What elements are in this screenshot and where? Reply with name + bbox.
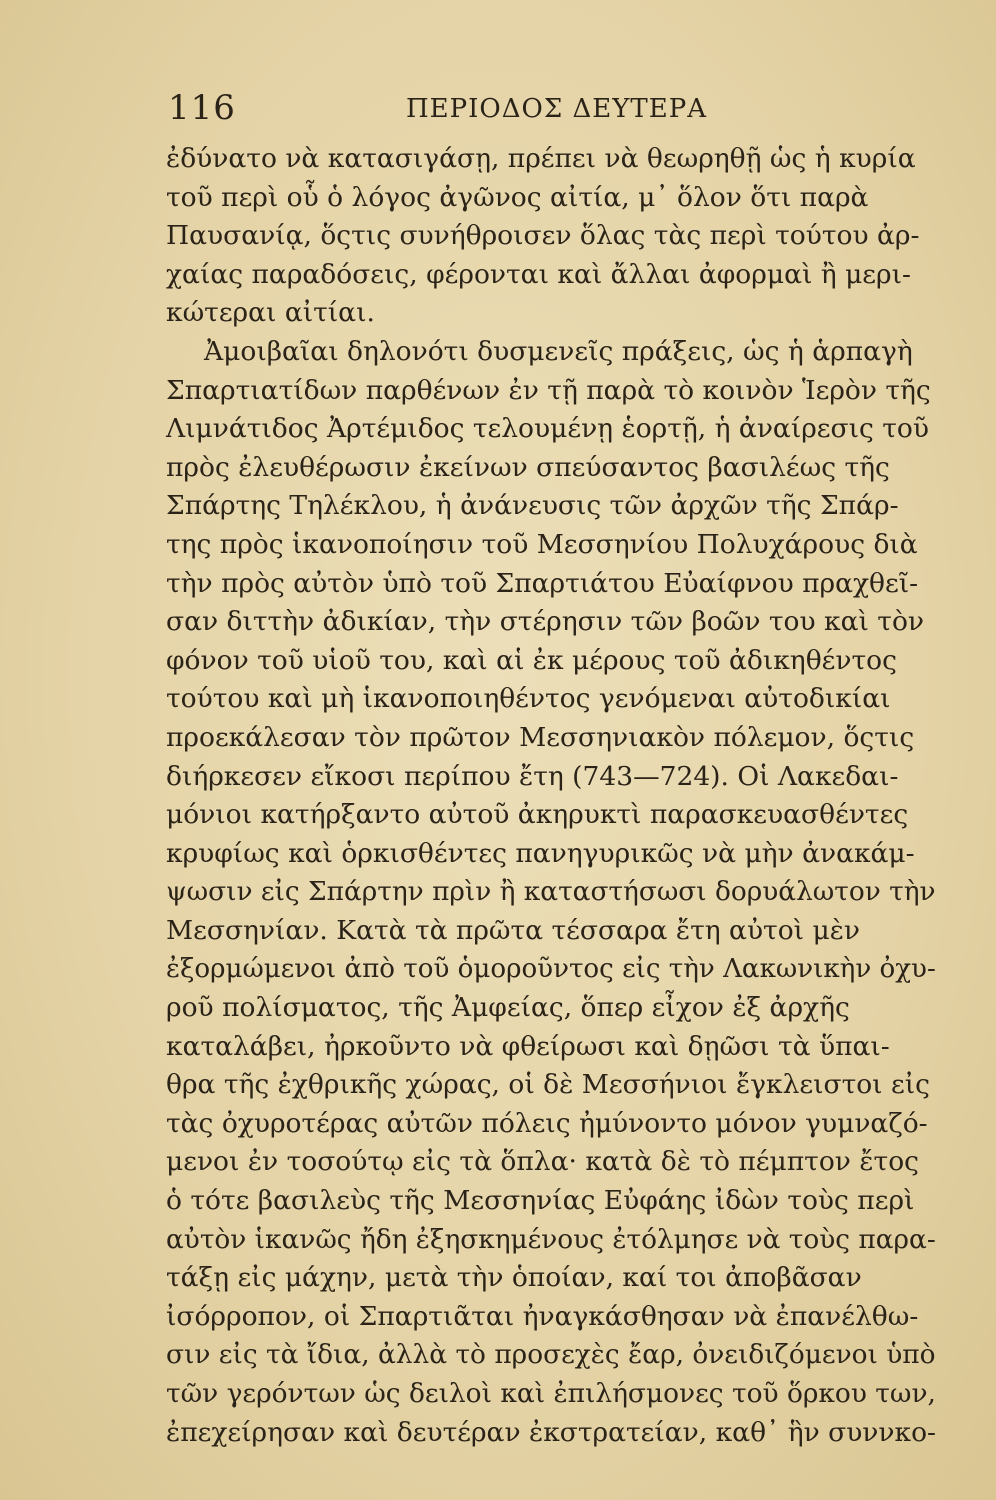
text-line: προεκάλεσαν τὸν πρῶτον Μεσσηνιακὸν πόλεμον, ὅςτις [166,721,915,753]
text-line: Σπαρτιατίδων παρθένων ἐν τῇ παρὰ τὸ κοινὸν Ἱερὸν τῆς [166,374,931,406]
body-text [166,140,936,1452]
page-number: 116 [168,88,236,128]
text-line: μενοι ἐν τοσούτῳ εἰς τὰ ὅπλα· κατὰ δὲ τὸ πέμπτον ἔτος [166,1146,919,1178]
text-line: ψωσιν εἰς Σπάρτην πρὶν ἢ καταστήσωσι δορυάλωτον τὴν [166,877,936,908]
text-line: Μεσσηνίαν. Κατὰ τὰ πρῶτα τέσσαρα ἔτη αὐτοὶ μὲν [166,914,861,946]
text-line: Σπάρτης Τηλέκλου, ἡ ἀνάνευσις τῶν ἀρχῶν τῆς Σπάρ- [166,490,899,522]
text-line: τάξῃ εἰς μάχην, μετὰ τὴν ὁποίαν, καί τοι ἀποβᾶσαν [166,1262,862,1294]
running-head: ΠΕΡΙΟΔΟΣ ΔΕΥΤΕΡΑ [406,94,707,124]
text-line: τὰς ὀχυροτέρας αὐτῶν πόλεις ἠμύνοντο μόνον γυμναζό- [166,1107,928,1139]
text-line: Παυσανίᾳ, ὅςτις συνήθροισεν ὅλας τὰς περὶ τούτου ἀρ- [166,220,920,252]
text-line: ροῦ πολίσματος, τῆς Ἀμφείας, ὅπερ εἶχον ἐξ ἀρχῆς [166,992,850,1024]
text-line: της πρὸς ἱκανοποίησιν τοῦ Μεσσηνίου Πολυχάρους διὰ [166,528,918,560]
text-line: ἐπεχείρησαν καὶ δευτέραν ἐκστρατείαν, καθ᾽ ἣν συννκο- [166,1416,937,1448]
text-line: χαίας παραδόσεις, φέρονται καὶ ἄλλαι ἀφορμαὶ ἢ μερι- [166,258,911,290]
text-line: ἐδύνατο νὰ κατασιγάσῃ, πρέπει νὰ θεωρηθῇ ὡς ἡ κυρία [166,143,916,174]
text-line: σιν εἰς τὰ ἴδια, ἀλλὰ τὸ προσεχὲς ἔαρ, ὀνειδιζόμενοι ὑπὸ [166,1339,936,1371]
text-line: ἰσόρροπον, οἱ Σπαρτιᾶται ἠναγκάσθησαν νὰ ἐπανέλθω- [166,1300,919,1332]
page-header [168,88,928,128]
text-line: φόνον τοῦ υἱοῦ του, καὶ αἱ ἐκ μέρους τοῦ ἀδικηθέντος [166,644,897,676]
text-line: ἐξορμώμενοι ἀπὸ τοῦ ὁμοροῦντος εἰς τὴν Λακωνικὴν ὀχυ- [166,954,936,985]
text-line: πρὸς ἐλευθέρωσιν ἐκείνων σπεύσαντος βασιλέως τῆς [166,451,890,483]
text-line: τοῦ περὶ οὗ ὁ λόγος ἀγῶνος αἰτία, μ᾽ ὅλον ὅτι παρὰ [166,181,869,213]
text-line: κρυφίως καὶ ὁρκισθέντες πανηγυρικῶς νὰ μὴν ἀνακάμ- [166,837,915,869]
text-line: σαν διττὴν ἀδικίαν, τὴν στέρησιν τῶν βοῶν του καὶ τὸν [166,606,925,638]
text-line-paragraph-start: Ἀμοιβαῖαι δηλονότι δυσμενεῖς πράξεις, ὡς ἡ ἁρπαγὴ [204,335,913,367]
text-line: τὴν πρὸς αὐτὸν ὑπὸ τοῦ Σπαρτιάτου Εὐαίφνου πραχθεῖ- [166,567,919,599]
text-line: τούτου καὶ μὴ ἱκανοποιηθέντος γενόμεναι αὐτοδικίαι [166,683,891,715]
text-line: ὁ τότε βασιλεὺς τῆς Μεσσηνίας Εὐφάης ἰδὼν τοὺς περὶ [166,1185,915,1217]
text-line: τῶν γερόντων ὡς δειλοὶ καὶ ἐπιλήσμονες τοῦ ὅρκου των, [166,1378,936,1409]
text-line: Λιμνάτιδος Ἀρτέμιδος τελουμένῃ ἑορτῇ, ἡ ἀναίρεσις τοῦ [166,413,929,445]
text-line: κώτεραι αἰτίαι. [166,297,375,329]
text-line: αὐτὸν ἱκανῶς ἤδη ἐξησκημένους ἐτόλμησε νὰ τοὺς παρα- [166,1224,936,1255]
text-line: μόνιοι κατήρξαντο αὐτοῦ ἀκηρυκτὶ παρασκευασθέντες [166,799,909,831]
text-line: θρα τῆς ἐχθρικῆς χώρας, οἱ δὲ Μεσσήνιοι ἔγκλειστοι εἰς [166,1069,930,1101]
text-line: διήρκεσεν εἴκοσι περίπου ἔτη (743—724). Οἱ Λακεδαι- [166,760,899,792]
text-line: καταλάβει, ἠρκοῦντο νὰ φθείρωσι καὶ δῃῶσι τὰ ὕπαι- [166,1030,890,1062]
